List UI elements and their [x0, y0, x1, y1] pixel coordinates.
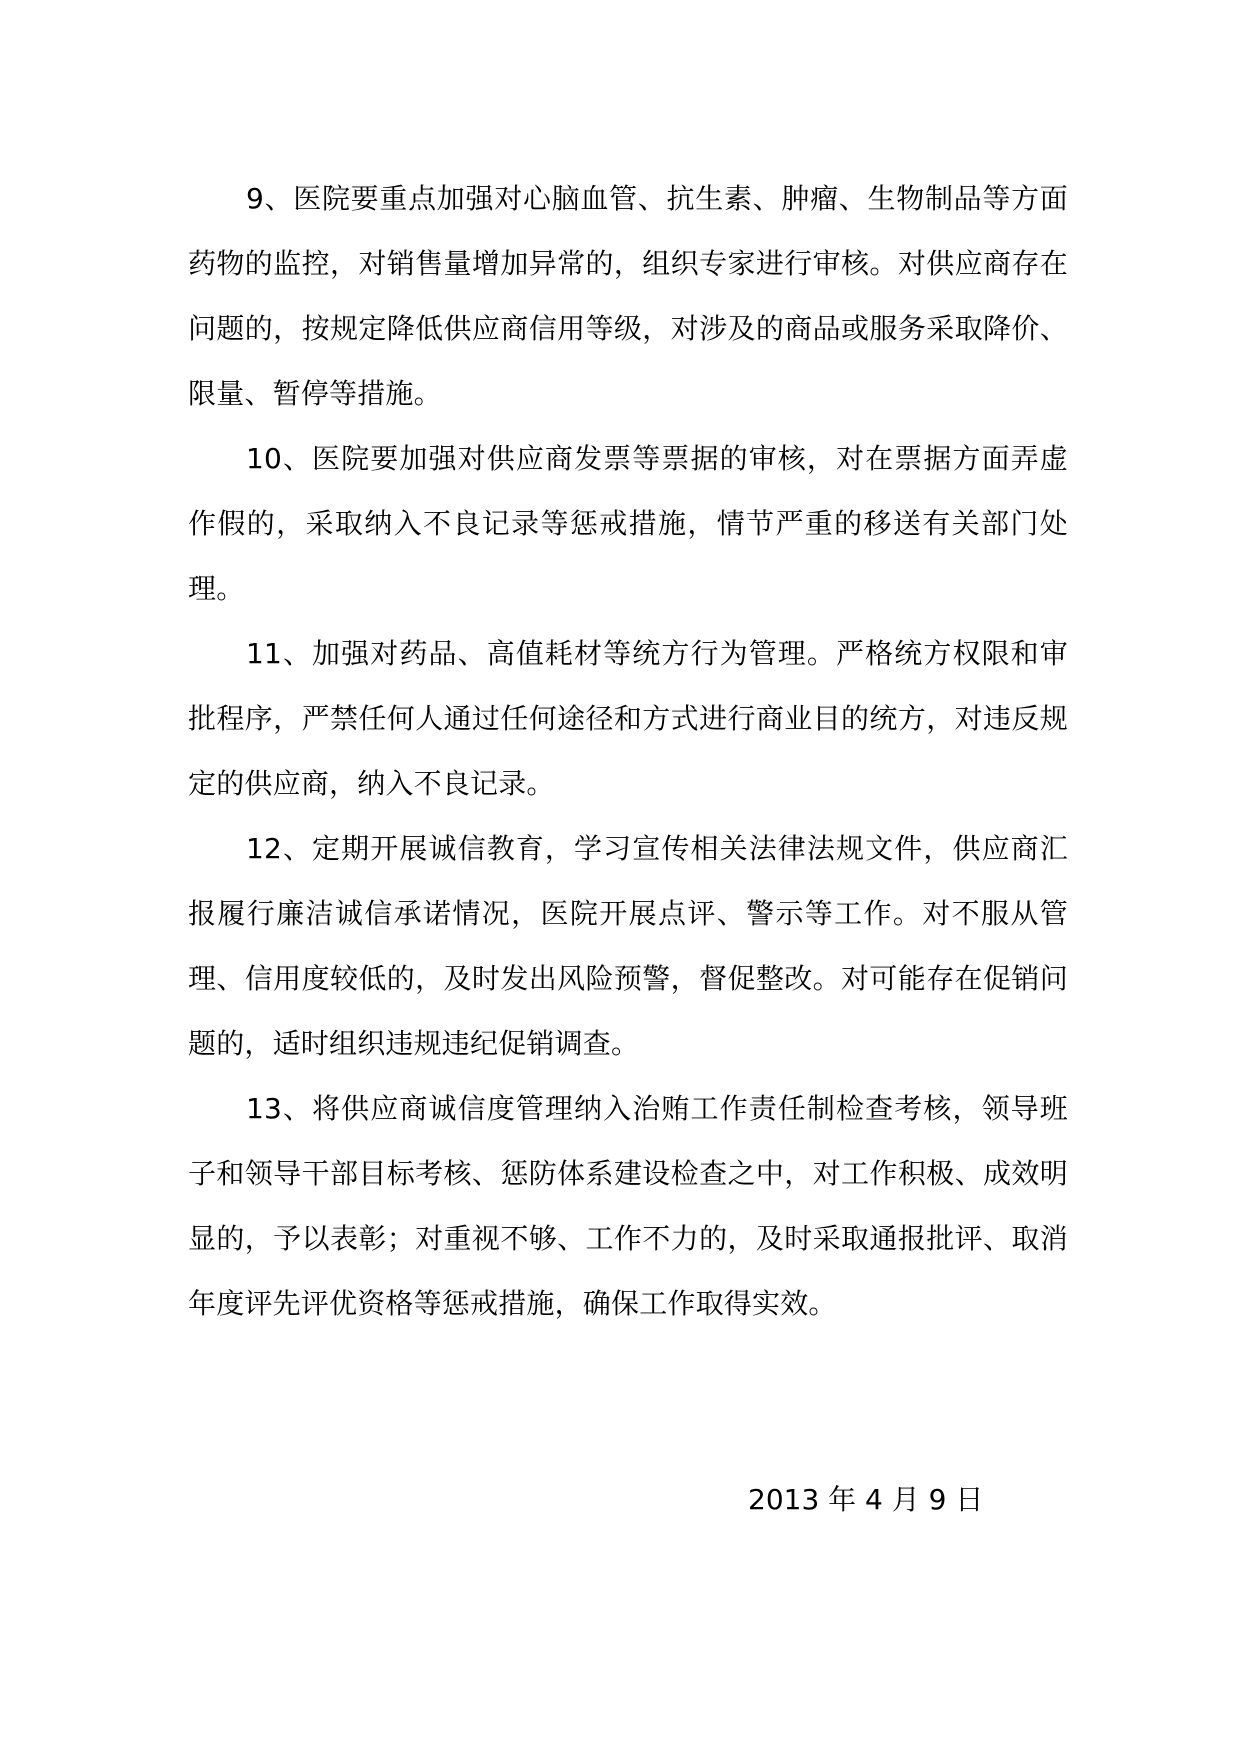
- document-body: [188, 166, 1068, 1336]
- paragraph-item-11: 11、加强对药品、高值耗材等统方行为管理。严格统方权限和审批程序，严禁任何人通过任何途径和方式进行商业目的统方，对违反规定的供应商，纳入不良记录。: [188, 637, 1068, 800]
- document-date: 2013 年 4 月 9 日: [748, 1483, 984, 1516]
- paragraph-item-12: 12、定期开展诚信教育，学习宣传相关法律法规文件，供应商汇报履行廉洁诚信承诺情况，医院开展点评、警示等工作。对不服从管理、信用度较低的，及时发出风险预警，督促整改。对可能存在促销问题的，适时组织违规违纪促销调查。: [188, 832, 1068, 1060]
- paragraph-item-10: 10、医院要加强对供应商发票等票据的审核，对在票据方面弄虚作假的，采取纳入不良记录等惩戒措施，情节严重的移送有关部门处理。: [188, 442, 1068, 605]
- paragraph-item-9: 9、医院要重点加强对心脑血管、抗生素、肿瘤、生物制品等方面药物的监控，对销售量增加异常的，组织专家进行审核。对供应商存在问题的，按规定降低供应商信用等级，对涉及的商品或服务采取降价、限量、暂停等措施。: [188, 182, 1068, 410]
- paragraph-item-13: 13、将供应商诚信度管理纳入治贿工作责任制检查考核，领导班子和领导干部目标考核、惩防体系建设检查之中，对工作积极、成效明显的，予以表彰；对重视不够、工作不力的，及时采取通报批评、取消年度评先评优资格等惩戒措施，确保工作取得实效。: [188, 1092, 1068, 1320]
